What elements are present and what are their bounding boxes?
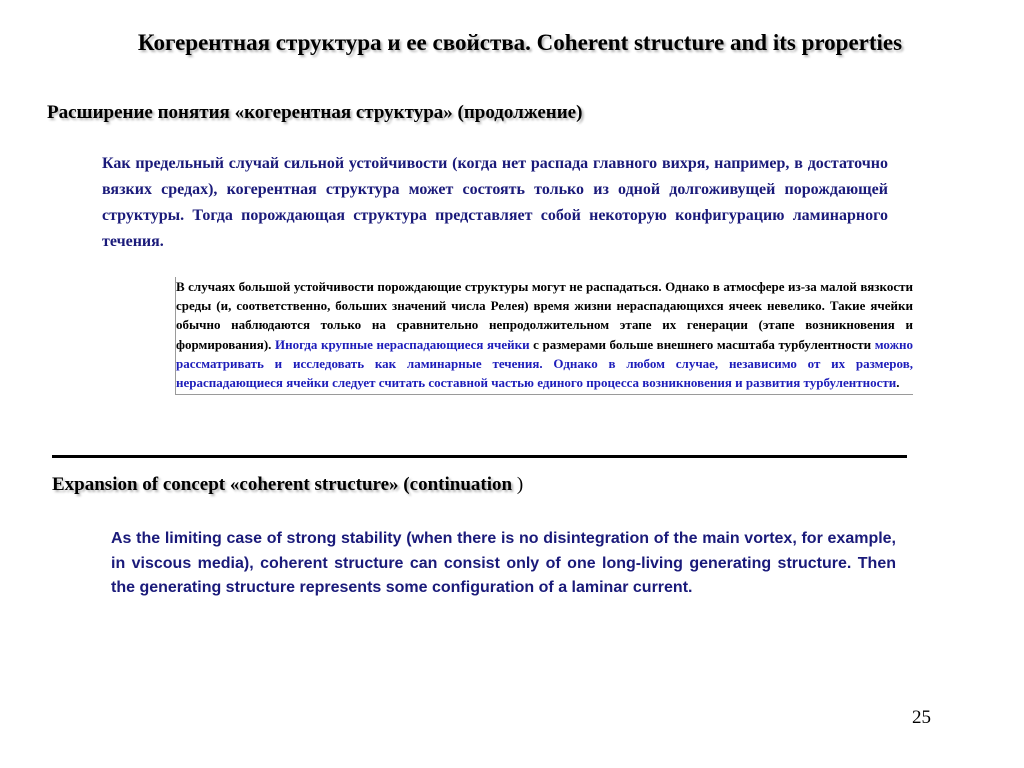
paragraph-english: As the limiting case of strong stability (when there is no disintegration of the main vortex, for example, in viscous media), coherent structure can consist only of one long-living generating structure. Then the generating structure represents some configuration of a laminar current. (111, 530, 896, 596)
page-number: 25 (912, 707, 931, 728)
detail-text-highlight-1: Иногда крупные нераспадающиеся ячейки (274, 336, 530, 352)
detail-text-highlight-2: можно рассматривать и исследовать как ламинарные течения. Однако в любом случае, независимо от их размеров, нераспадающиеся ячейки следует считать составной частью единого процесса возникновения и развития турбулентности (176, 336, 913, 391)
paragraph-russian: Как предельный случай сильной устойчивости (когда нет распада главного вихря, например, в достаточно вязких средах), когерентная структура может состоять только из одной долгоживущей порождающей структуры. Тогда порождающая структура представляет собой некоторую конфигурацию ламинарного течения. (102, 155, 888, 250)
subtitle-english-main: Expansion of concept «coherent structure» ( (52, 474, 410, 495)
text-box-russian-detail (175, 277, 913, 395)
horizontal-divider (52, 455, 907, 458)
slide-title: Когерентная структура и ее свойства. Coherent structure and its properties (137, 30, 903, 55)
subtitle-english-word: continuation (409, 474, 513, 495)
detail-text-2: с размерами больше внешнего масштаба турбулентности (529, 336, 875, 352)
subtitle-english (52, 474, 523, 496)
subtitle-english-tail: ) (512, 474, 524, 495)
subtitle-russian: Расширение понятия «когерентная структура» (продолжение) (47, 102, 583, 123)
detail-text-1: В случаях большой устойчивости порождающие структуры могут не распадаться. Однако в атмосфере из-за малой вязкости среды (и, соответственно, больших значений числа Релея) время жизни нераспадающихся ячеек невелико. Такие ячейки обычно наблюдаются только на сравнительно непродолжительном этапе их генерации (этапе возникновения и формирования). (176, 279, 913, 352)
detail-text-3: . (896, 375, 900, 391)
